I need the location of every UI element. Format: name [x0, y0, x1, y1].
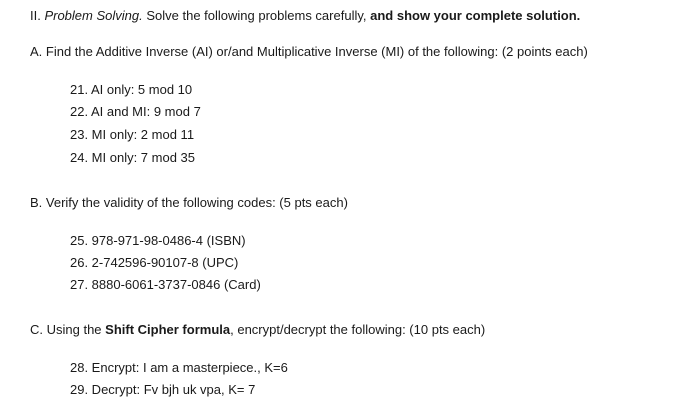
part-c-heading-suffix: , encrypt/decrypt the following: (10 pts each) [230, 322, 486, 337]
problem-26: 26. 2-742596-90107-8 (UPC) [70, 255, 239, 270]
section-number: II. [30, 8, 45, 23]
part-a-heading: A. Find the Additive Inverse (AI) or/and Multiplicative Inverse (MI) of the following: (2 points each) [30, 44, 588, 59]
problem-23: 23. MI only: 2 mod 11 [70, 127, 195, 142]
problem-25: 25. 978-971-98-0486-4 (ISBN) [70, 233, 246, 248]
problem-29: 29. Decrypt: Fv bjh uk vpa, K= 7 [70, 382, 256, 397]
section-emphasis: and show your complete solution. [370, 8, 581, 23]
problem-22: 22. AI and MI: 9 mod 7 [70, 104, 201, 119]
part-c-heading-bold: Shift Cipher formula [105, 322, 231, 337]
problem-27: 27. 8880-6061-3737-0846 (Card) [70, 277, 261, 292]
part-b-heading: B. Verify the validity of the following codes: (5 pts each) [30, 195, 348, 210]
part-c-heading-prefix: C. Using the [30, 322, 106, 337]
section-title-italic: Problem Solving. [44, 8, 143, 23]
section-instruction: Solve the following problems carefully, [142, 8, 371, 23]
problem-28: 28. Encrypt: I am a masterpiece., K=6 [70, 360, 288, 375]
problem-21: 21. AI only: 5 mod 10 [70, 82, 193, 97]
part-c-heading [30, 322, 485, 338]
section-title [30, 8, 580, 24]
problem-24: 24. MI only: 7 mod 35 [70, 150, 196, 165]
